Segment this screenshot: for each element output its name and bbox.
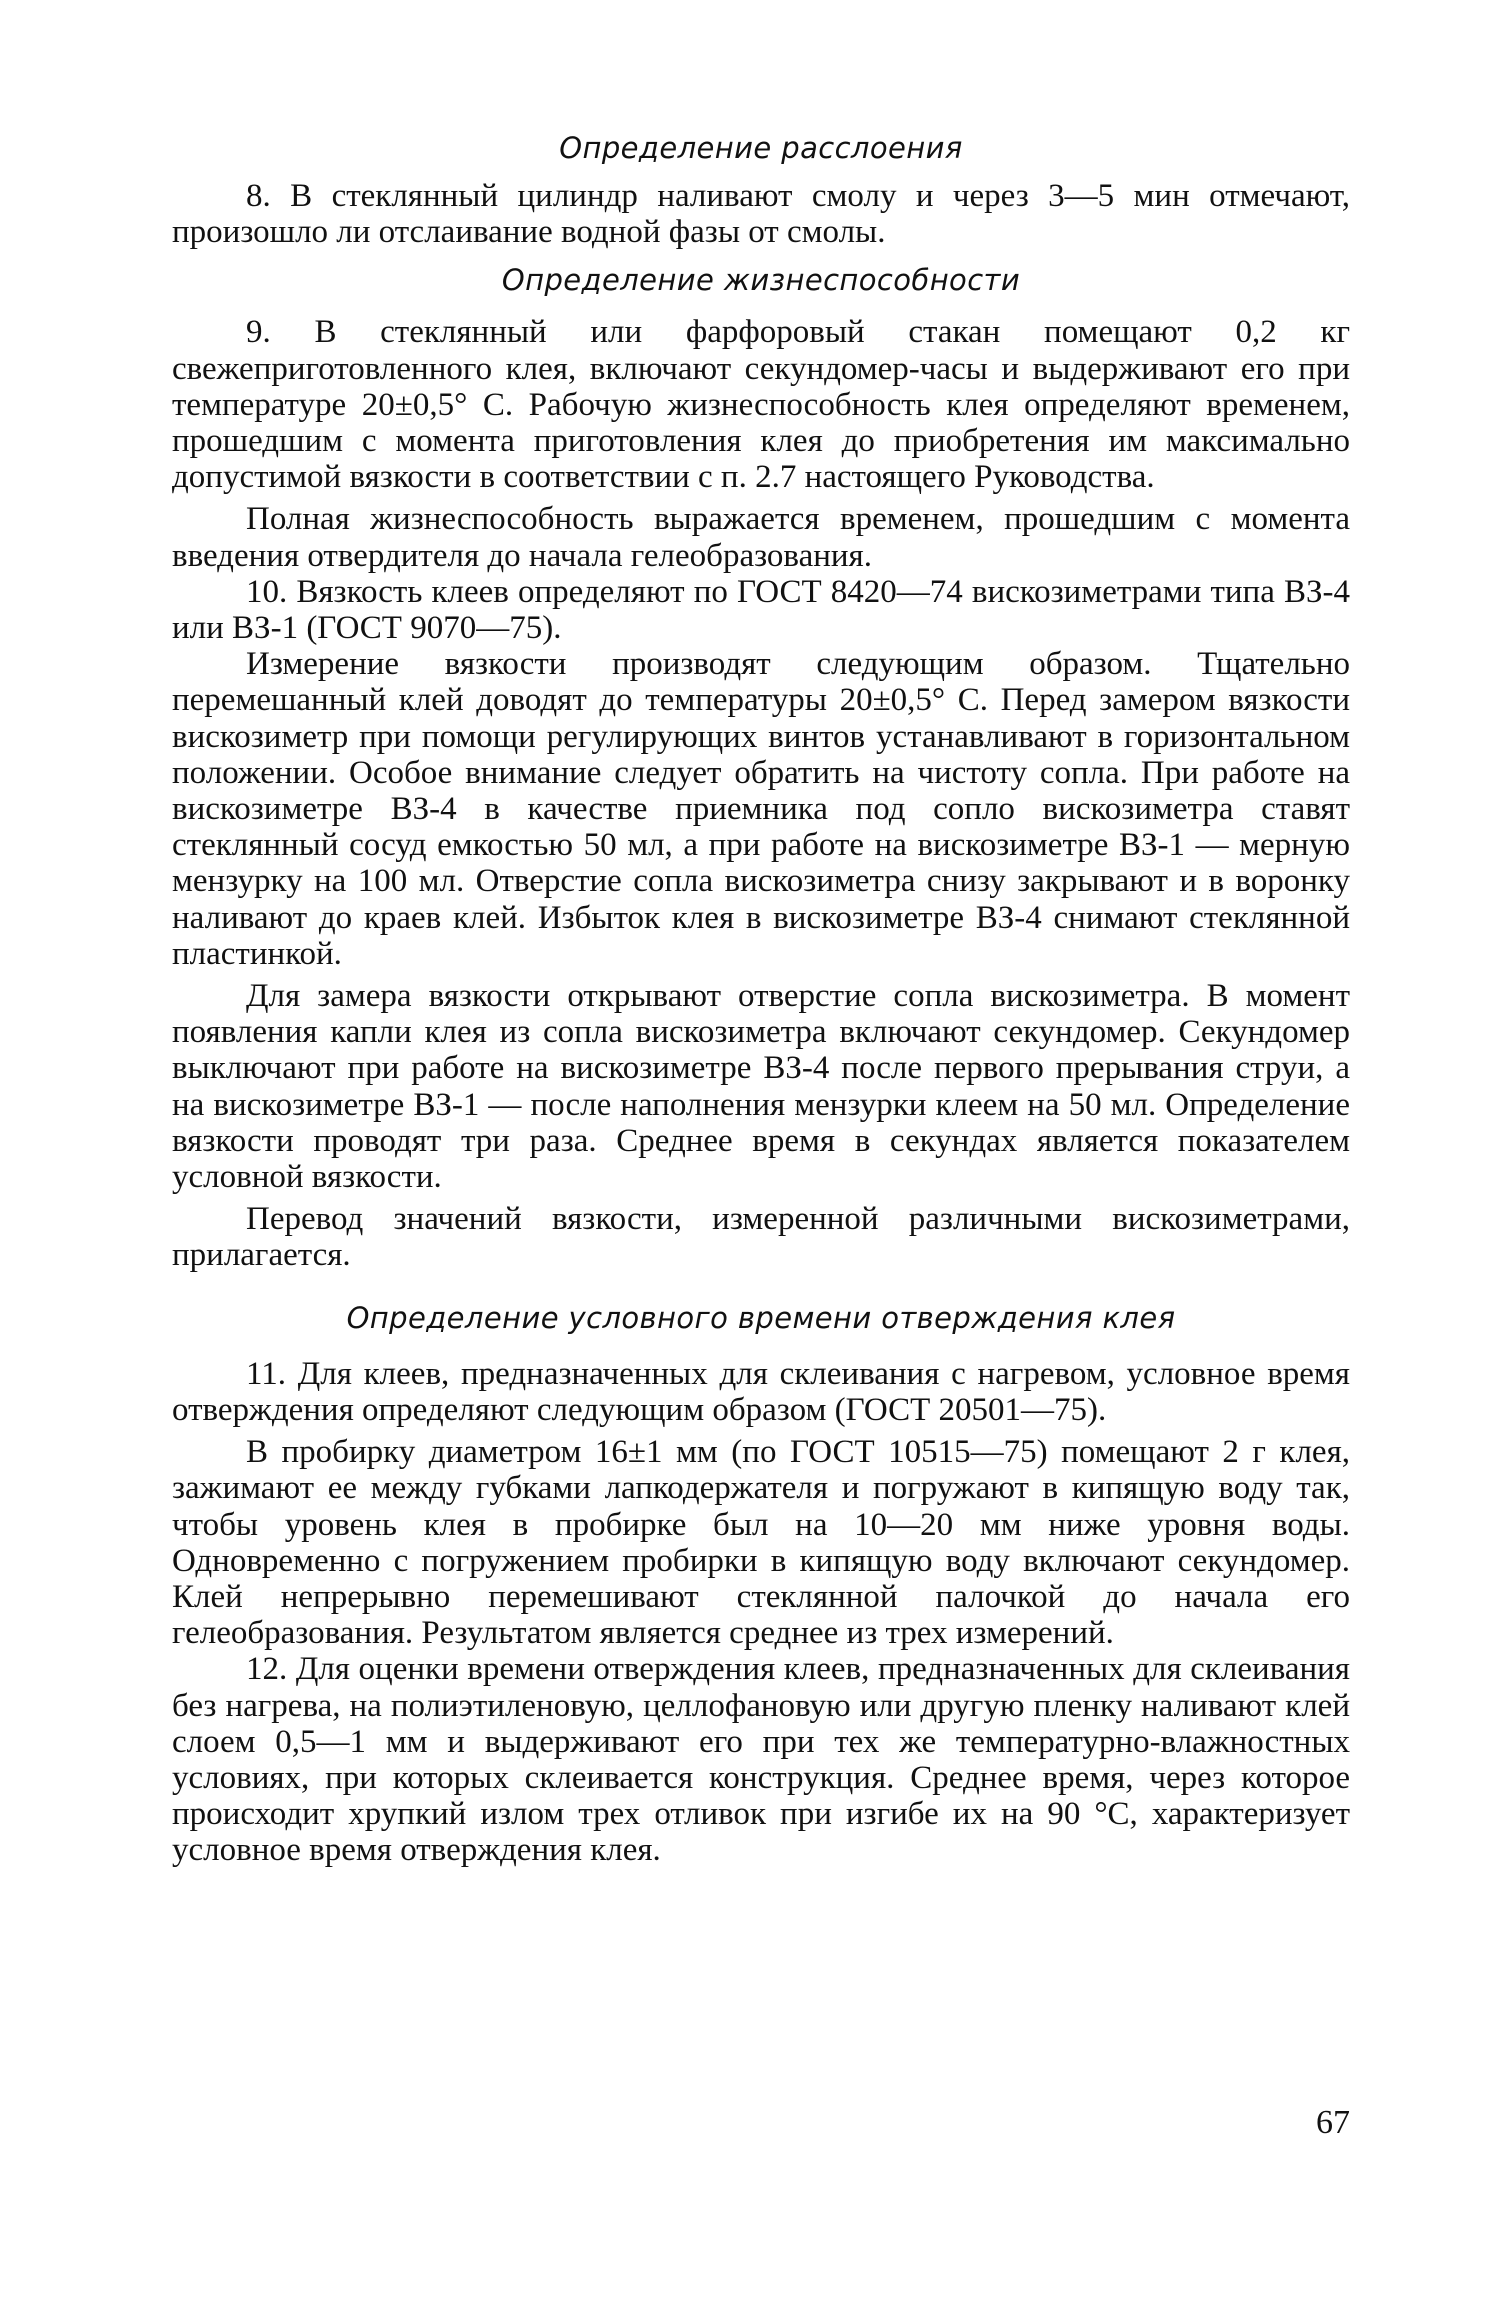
paragraph-11: 11. Для клеев, предназначенных для склеивания с нагревом, условное время отверждения определяют следующим образом (ГОСТ 20501—75). bbox=[172, 1355, 1350, 1428]
paragraph-9: 9. В стеклянный или фарфоровый стакан помещают 0,2 кг свежеприготовленного клея, включают секундомер-часы и выдерживают его при температуре 20±0,5° С. Рабочую жизнеспособность клея определяют временем, прошедшим с момента приготовления клея до приобретения им максимально допустимой вязкости в соответствии с п. 2.7 настоящего Руководства. bbox=[172, 314, 1350, 496]
paragraph-8: 8. В стеклянный цилиндр наливают смолу и через 3—5 мин отмечают, произошло ли отслаивание водной фазы от смолы. bbox=[172, 178, 1350, 251]
section-heading-separation: Определение расслоения bbox=[559, 131, 963, 165]
section-heading-pot-life: Определение жизнеспособности bbox=[501, 263, 1021, 298]
page-number: 67 bbox=[1316, 2104, 1350, 2141]
section-heading-cure-time: Определение условного времени отверждения клея bbox=[346, 1300, 1176, 1335]
paragraph-9-full-pot-life: Полная жизнеспособность выражается временем, прошедшим с момента введения отвердителя до начала гелеобразования. bbox=[172, 501, 1350, 574]
document-page bbox=[172, 130, 1350, 1869]
paragraph-10: 10. Вязкость клеев определяют по ГОСТ 8420—74 вискозиметрами типа ВЗ-4 или ВЗ-1 (ГОСТ 9070—75). bbox=[172, 573, 1350, 647]
paragraph-10-measurement: Измерение вязкости производят следующим образом. Тщательно перемешанный клей доводят до температуры 20±0,5° С. Перед замером вязкости вискозиметр при помощи регулирующих винтов устанавливают в горизонтальном положении. Особое внимание следует обратить на чистоту сопла. При работе на вискозиметре ВЗ-4 в качестве приемника под сопло вискозиметра ставят стеклянный сосуд емкостью 50 мл, а при работе на вискозиметре ВЗ-1 — мерную мензурку на 100 мл. Отверстие сопла вискозиметра снизу закрывают и в воронку наливают до краев клей. Избыток клея в вискозиметре ВЗ-4 снимают стеклянной пластинкой. bbox=[172, 646, 1350, 972]
paragraph-10-procedure: Для замера вязкости открывают отверстие сопла вискозиметра. В момент появления капли клея из сопла вискозиметра включают секундомер. Секундомер выключают при работе на вискозиметре ВЗ-4 после первого прерывания струи, а на вискозиметре ВЗ-1 — после наполнения мензурки клеем на 50 мл. Определение вязкости проводят три раза. Среднее время в секундах является показателем условной вязкости. bbox=[172, 978, 1350, 1196]
paragraph-12: 12. Для оценки времени отверждения клеев, предназначенных для склеивания без нагрева, на полиэтиленовую, целлофановую или другую пленку наливают клей слоем 0,5—1 мм и выдерживают его при тех же температурно-влажностных условиях, при которых склеивается конструкция. Среднее время, через которое происходит хрупкий излом трех отливок при изгибе их на 90 °С, характеризует условное время отверждения клея. bbox=[172, 1651, 1350, 1869]
paragraph-10-conversion: Перевод значений вязкости, измеренной различными вискозиметрами, прилагается. bbox=[172, 1201, 1350, 1274]
paragraph-11-test-tube: В пробирку диаметром 16±1 мм (по ГОСТ 10515—75) помещают 2 г клея, зажимают ее между губками лапкодержателя и погружают в кипящую воду так, чтобы уровень клея в пробирке был на 10—20 мм ниже уровня воды. Одновременно с погружением пробирки в кипящую воду включают секундомер. Клей непрерывно перемешивают стеклянной палочкой до начала его гелеобразования. Результатом является среднее из трех измерений. bbox=[172, 1434, 1350, 1652]
